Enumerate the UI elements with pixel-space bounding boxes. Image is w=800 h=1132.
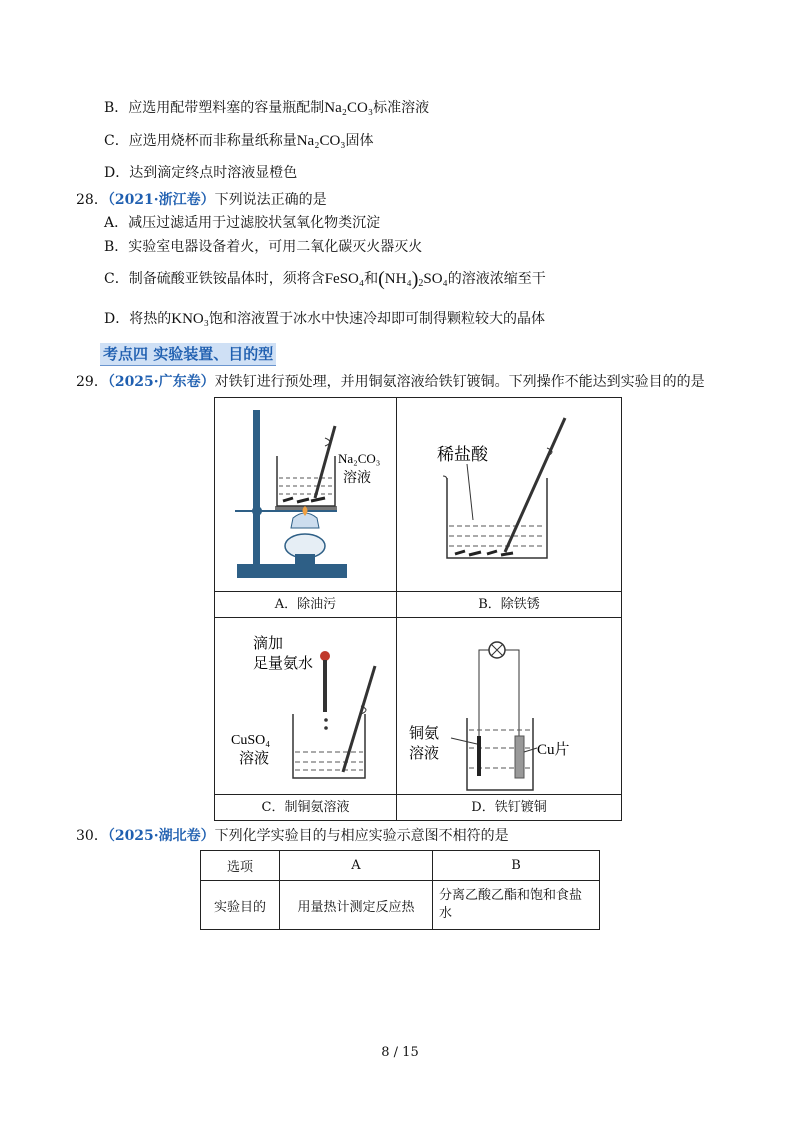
figure-b-cell — [397, 398, 622, 592]
label-dilute-hcl: 稀盐酸 — [437, 445, 488, 465]
label-solution: 溶液 — [409, 744, 440, 762]
q27-option-d: D．达到滴定终点时溶液显橙色 — [104, 165, 298, 181]
figure-a-cell — [215, 398, 397, 592]
section-heading: 考点四 实验装置、目的型 — [100, 343, 276, 366]
apparatus-degreasing-icon — [215, 398, 396, 591]
q29-stem: 29．（2025·广东卷）对铁钉进行预处理，并用铜氨溶液给铁钉镀铜。下列操作不能达到实验目的的是 — [76, 374, 705, 390]
q28-option-c: C．制备硫酸亚铁铵晶体时，须将含FeSO₄和$(NH_4)_2SO_4$的溶液浓缩至干 — [104, 268, 546, 290]
q30-source: （2025·湖北卷） — [107, 828, 215, 844]
apparatus-electroplating-icon — [397, 618, 621, 794]
formula-feso4: FeSO₄ — [324, 271, 365, 287]
q30-cell-b: 分离乙酸乙酯和饱和食盐水 — [433, 881, 600, 930]
label-solution: 溶液 — [343, 470, 371, 486]
q28-source: （2021·浙江卷） — [107, 192, 215, 208]
apparatus-rust-removal-icon — [397, 398, 621, 591]
caption-a: A．除油污 — [215, 592, 397, 618]
caption-c: C．制铜氨溶液 — [215, 795, 397, 821]
q30-header-b: B — [433, 851, 600, 881]
caption-d: D．铁钉镀铜 — [397, 795, 622, 821]
label-na2co3: Na₂CO₃ — [338, 451, 381, 466]
caption-b: B．除铁锈 — [397, 592, 622, 618]
q30-stem: 30．（2025·湖北卷）下列化学实验目的与相应实验示意图不相符的是 — [76, 828, 509, 844]
formula-na2co3: Na₂CO₃ — [296, 133, 346, 149]
q28-option-d: D．将热的KNO₃饱和溶液置于冰水中快速冷却即可制得颗粒较大的晶体 — [104, 311, 545, 327]
stand-rod — [253, 410, 260, 566]
q28-option-b: B．实验室电器设备着火，可用二氧化碳灭火器灭火 — [104, 239, 423, 255]
label-ammonia: 足量氨水 — [253, 654, 314, 672]
q30-cell-a: 用量热计测定反应热 — [280, 881, 433, 930]
formula-kno3: KNO₃ — [171, 311, 209, 327]
page-number: 8 / 15 — [381, 1045, 419, 1060]
q29-source: （2025·广东卷） — [107, 374, 215, 390]
q27-option-c: C．应选用烧杯而非称量纸称量Na₂CO₃固体 — [104, 133, 374, 149]
q30-header-option: 选项 — [201, 851, 280, 881]
label-cuso4: CuSO₄ — [231, 733, 271, 748]
label-solution: 溶液 — [239, 749, 270, 767]
apparatus-copper-ammonia-icon — [215, 618, 396, 794]
q27-option-b: B．应选用配带塑料塞的容量瓶配制Na₂CO₃标准溶液 — [104, 100, 430, 116]
label-copper-ammonia: 铜氨 — [409, 724, 440, 742]
q29-figure-table — [214, 397, 622, 821]
q28-stem: 28．（2021·浙江卷）下列说法正确的是 — [76, 192, 327, 208]
label-cu-sheet: Cu片 — [537, 742, 570, 758]
stand-base — [237, 564, 347, 578]
q30-header-a: A — [280, 851, 433, 881]
q28-option-a: A．减压过滤适用于过滤胶状氢氧化物类沉淀 — [104, 215, 381, 231]
q30-table — [200, 850, 600, 930]
figure-d-cell — [397, 618, 622, 795]
formula-na2co3: Na₂CO₃ — [324, 100, 374, 116]
formula-ammonium-sulfate: $(NH_4)_2SO_4$ — [378, 268, 448, 290]
figure-c-cell — [215, 618, 397, 795]
q30-row-label: 实验目的 — [201, 881, 280, 930]
label-add: 滴加 — [253, 634, 284, 652]
